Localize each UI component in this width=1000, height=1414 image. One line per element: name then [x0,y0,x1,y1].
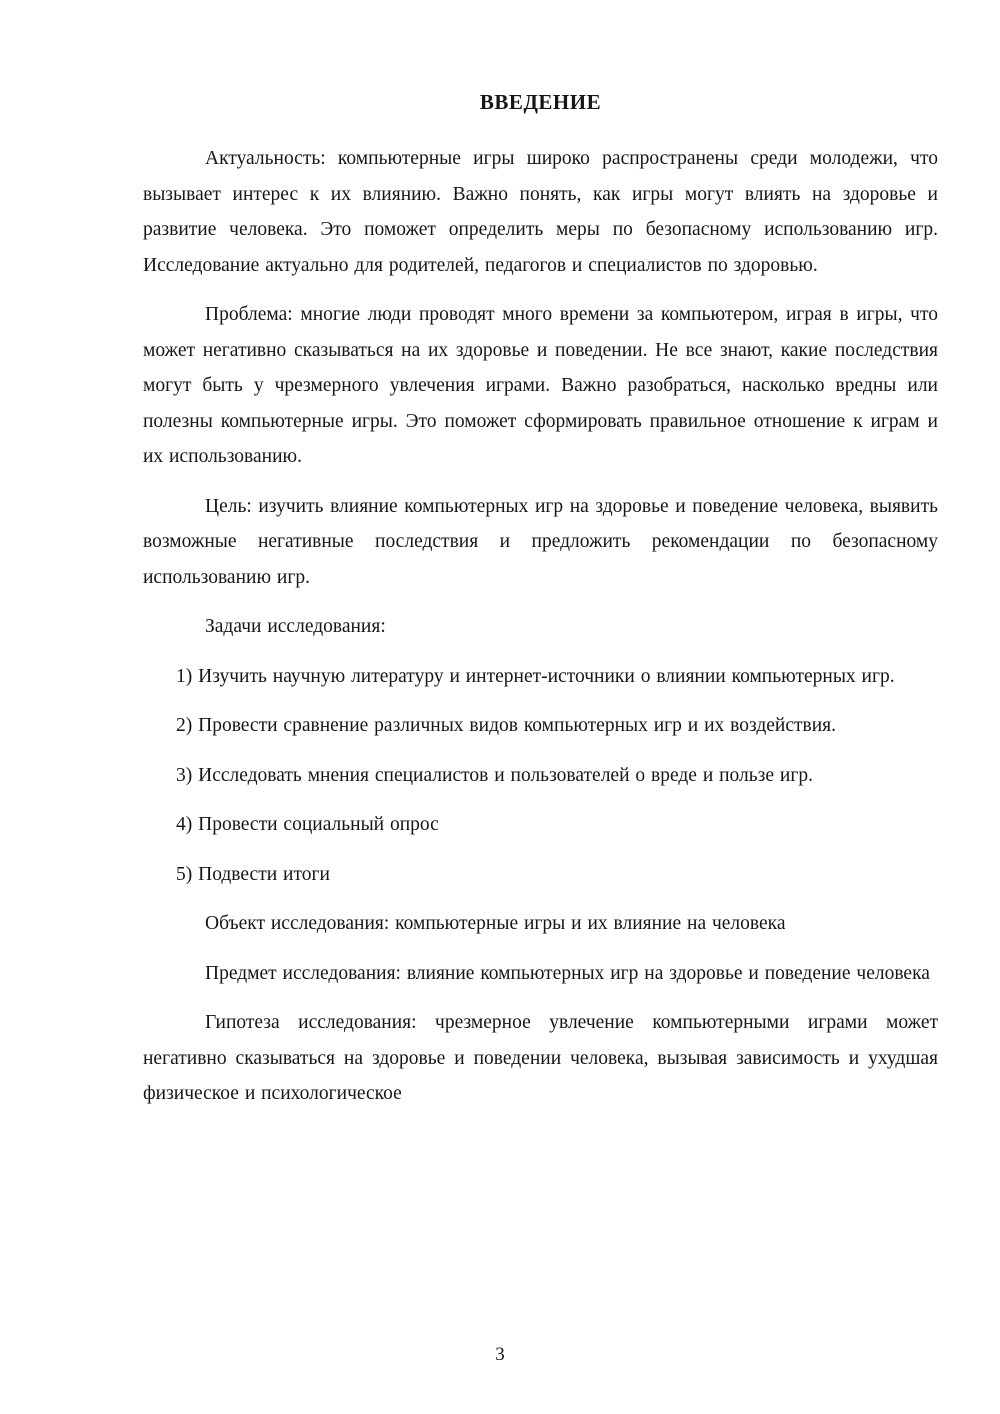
list-item-5: 5) Подвести итоги [176,863,330,885]
list-item-2: 2) Провести сравнение различных видов компьютерных игр и их воздействия. [176,715,837,736]
paragraph-gipoteza: Гипотеза исследования: чрезмерное увлечение компьютерными играми может негативно сказываться на здоровье и поведении человека, вызывая зависимость и ухудшая физическое и психологическое [143,1012,938,1104]
page-number: 3 [495,1344,505,1365]
list-item-1: 1) Изучить научную литературу и интернет-источники о влиянии компьютерных игр. [176,665,895,687]
list-item-3: 3) Исследовать мнения специалистов и пользователей о вреде и пользе игр. [176,764,813,786]
list-item-4: 4) Провести социальный опрос [176,814,439,835]
paragraph-tsel: Цель: изучить влияние компьютерных игр на здоровье и поведение человека, выявить возможные негативные последствия и предложить рекомендации по безопасному использованию игр. [143,495,938,588]
paragraph-obekt: Объект исследования: компьютерные игры и их влияние на человека [205,913,786,934]
paragraph-zadachi-heading: Задачи исследования: [205,616,386,637]
paragraph-predmet: Предмет исследования: влияние компьютерных игр на здоровье и поведение человека [205,962,930,984]
paragraph-problema: Проблема: многие люди проводят много времени за компьютером, играя в игры, что может негативно сказываться на их здоровье и поведении. Не все знают, какие последствия могут быть у чрезмерного увлечения играми. Важно разобраться, насколько вредны или полезны компьютерные игры. Это поможет сформировать правильное отношение к играм и их использованию. [143,304,938,467]
page-title: ВВЕДЕНИЕ [479,90,602,114]
paragraph-aktualnost: Актуальность: компьютерные игры широко распространены среди молодежи, что вызывает интерес к их влиянию. Важно понять, как игры могут влиять на здоровье и развитие человека. Это поможет определить меры по безопасному использованию игр. Исследование актуально для родителей, педагогов и специалистов по здоровью. [143,148,938,276]
